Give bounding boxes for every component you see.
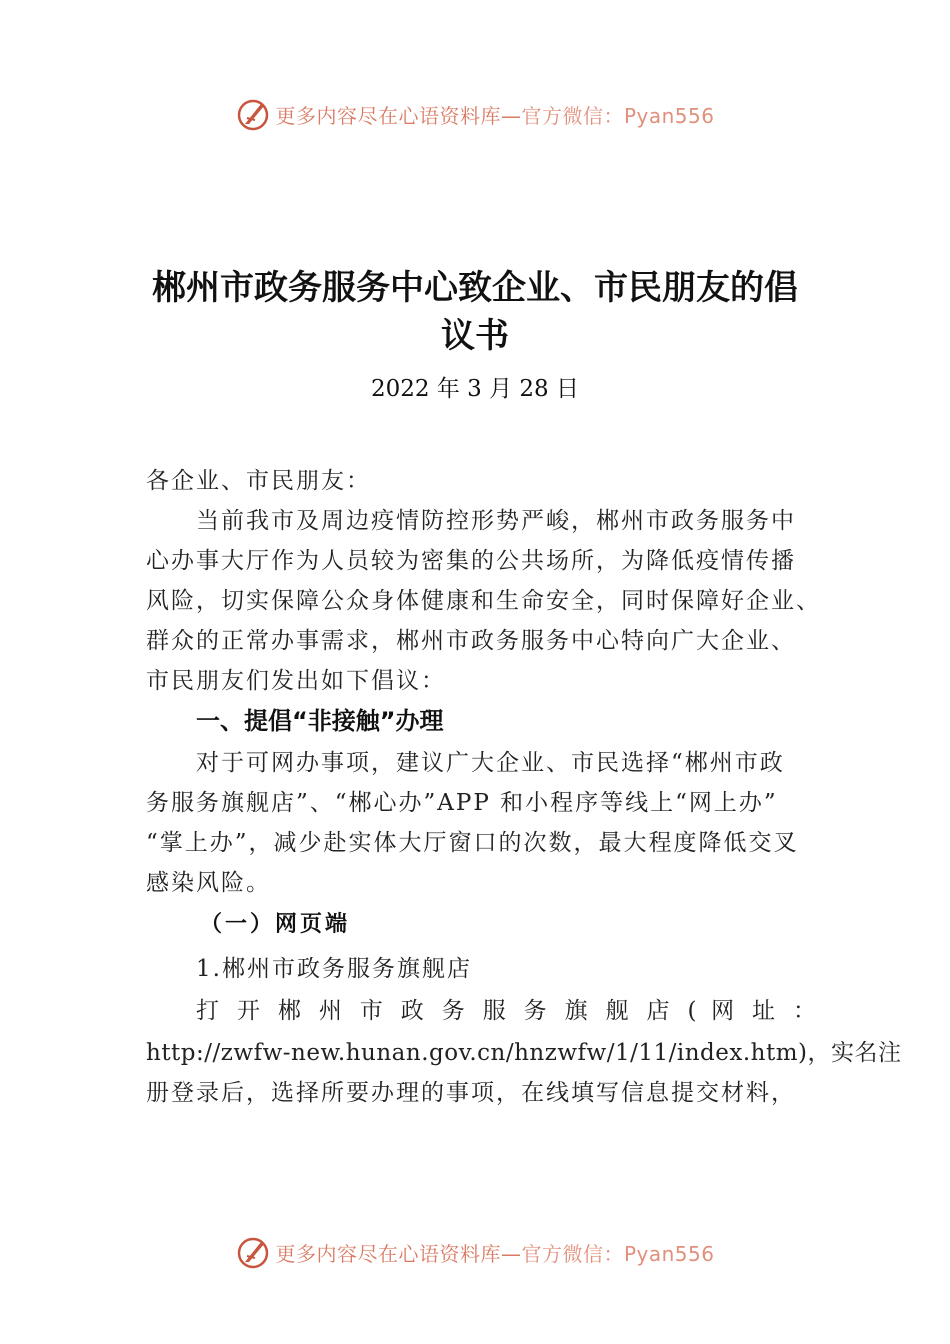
section-para-line: 务服务旗舰店”、“郴心办”APP 和小程序等线上“网上办”: [146, 790, 778, 816]
banner-text: 更多内容尽在心语资料库—官方微信：Pyan556: [275, 103, 715, 128]
intro-line: 当前我市及周边疫情防控形势严峻，郴州市政务服务中: [196, 508, 796, 534]
quill-logo-icon: [235, 96, 271, 132]
intro-line: 群众的正常办事需求，郴州市政务服务中心特向广大企业、: [146, 628, 796, 654]
header-banner: [0, 94, 950, 134]
subsection-para-line: 册登录后，选择所要办理的事项，在线填写信息提交材料，: [146, 1080, 796, 1106]
list-item: 1.郴州市政务服务旗舰店: [196, 956, 472, 982]
section-para-line: 对于可网办事项，建议广大企业、市民选择“郴州市政: [196, 750, 785, 776]
section-para-line: “掌上办”，减少赴实体大厅窗口的次数，最大程度降低交叉: [146, 830, 799, 856]
intro-line: 风险，切实保障公众身体健康和生命安全，同时保障好企业、: [146, 588, 821, 614]
document-title-line2: 议书: [441, 316, 509, 356]
quill-logo-icon: [235, 1234, 271, 1270]
section-para-line: 感染风险。: [146, 870, 271, 896]
subsection-heading: （一）网页端: [200, 912, 351, 937]
subsection-para-line: http://zwfw-new.hunan.gov.cn/hnzwfw/1/11/index.htm)，实名注: [146, 1040, 902, 1066]
banner-text: 更多内容尽在心语资料库—官方微信：Pyan556: [275, 1241, 715, 1266]
document-title-line1: 郴州市政务服务中心致企业、市民朋友的倡: [152, 268, 798, 308]
intro-line: 心办事大厅作为人员较为密集的公共场所，为降低疫情传播: [146, 548, 796, 574]
subsection-para-line: 打 开 郴 州 市 政 务 服 务 旗 舰 店 ( 网 址 ：: [196, 998, 818, 1024]
intro-line: 市民朋友们发出如下倡议：: [146, 668, 446, 694]
footer-banner: [0, 1232, 950, 1272]
document-date: 2022 年 3 月 28 日: [371, 376, 579, 402]
salutation: 各企业、市民朋友：: [146, 468, 371, 494]
section-heading: 一、提倡“非接触”办理: [196, 707, 444, 735]
